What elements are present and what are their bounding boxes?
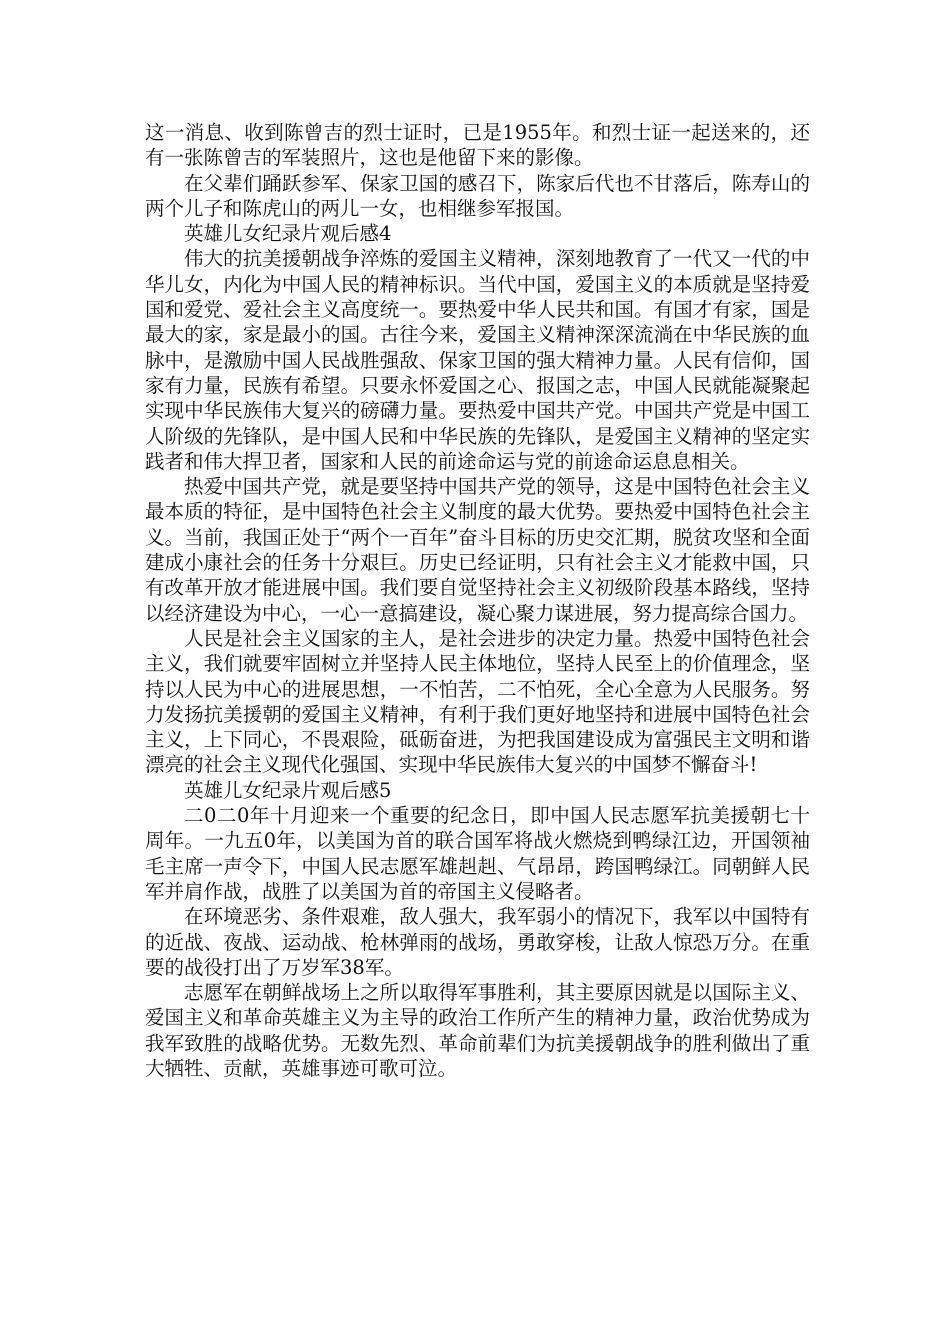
paragraph: 热爱中国共产党，就是要坚持中国共产党的领导，这是中国特色社会主义最本质的特征，是中国特色社会主义制度的最大优势。要热爱中国特色社会主义。当前，我国正处于“两个一百年”奋斗目标的历史交汇期，脱贫攻坚和全面建成小康社会的任务十分艰巨。历史已经证明，只有社会主义才能救中国，只有改革开放才能进展中国。我们要自觉坚持社会主义初级阶段基本路线，坚持以经济建设为中心，一心一意搞建设，凝心聚力谋进展，努力提高综合国力。 bbox=[145, 475, 810, 625]
section-heading: 英雄儿女纪录片观后感5 bbox=[184, 778, 392, 802]
paragraph: 在父辈们踊跃参军、保家卫国的感召下，陈家后代也不甘落后，陈寿山的两个儿子和陈虎山的两儿一女，也相继参军报国。 bbox=[145, 171, 810, 220]
paragraph: 二0二0年十月迎来一个重要的纪念日，即中国人民志愿军抗美援朝七十周年。一九五0年，以美国为首的联合国军将战火燃烧到鸭绿江边，开国领袖毛主席一声令下，中国人民志愿军雄赳赳、气昂昂，跨国鸭绿江。同朝鲜人民军并肩作战，战胜了以美国为首的帝国主义侵略者。 bbox=[145, 804, 810, 903]
paragraph: 人民是社会主义国家的主人，是社会进步的决定力量。热爱中国特色社会主义，我们就要牢固树立并坚持人民主体地位，坚持人民至上的价值理念，坚持以人民为中心的进展思想，一不怕苦，二不怕死，全心全意为人民服务。努力发扬抗美援朝的爱国主义精神，有利于我们更好地坚持和进展中国特色社会主义，上下同心，不畏艰险，砥砺奋进，为把我国建设成为富强民主文明和谐漂亮的社会主义现代化强国、实现中华民族伟大复兴的中国梦不懈奋斗! bbox=[145, 626, 810, 777]
paragraph: 志愿军在朝鲜战场上之所以取得军事胜利，其主要原因就是以国际主义、爱国主义和革命英雄主义为主导的政治工作所产生的精神力量，政治优势成为我军致胜的战略优势。无数先烈、革命前辈们为抗美援朝战争的胜利做出了重大牺牲、贡献，英雄事迹可歌可泣。 bbox=[145, 981, 810, 1080]
section-heading: 英雄儿女纪录片观后感4 bbox=[184, 222, 392, 246]
paragraph: 伟大的抗美援朝战争淬炼的爱国主义精神，深刻地教育了一代又一代的中华儿女，内化为中国人民的精神标识。当代中国，爱国主义的本质就是坚持爱国和爱党、爱社会主义高度统一。要热爱中华人民共和国。有国才有家，国是最大的家，家是最小的国。古往今来，爱国主义精神深深流淌在中华民族的血脉中，是激励中国人民战胜强敌、保家卫国的强大精神力量。人民有信仰，国家有力量，民族有希望。只要永怀爱国之心、报国之志，中国人民就能凝聚起实现中华民族伟大复兴的磅礴力量。要热爱中国共产党。中国共产党是中国工人阶级的先锋队，是中国人民和中华民族的先锋队，是爱国主义精神的坚定实践者和伟大捍卫者，国家和人民的前途命运与党的前途命运息息相关。 bbox=[145, 247, 810, 473]
paragraph: 这一消息、收到陈曾吉的烈士证时，已是1955年。和烈士证一起送来的，还有一张陈曾吉的军装照片，这也是他留下来的影像。 bbox=[145, 121, 810, 170]
document-body bbox=[145, 120, 810, 1081]
paragraph: 在环境恶劣、条件艰难，敌人强大，我军弱小的情况下，我军以中国特有的近战、夜战、运动战、枪林弹雨的战场，勇敢穿梭，让敌人惊恐万分。在重要的战役打出了万岁军38军。 bbox=[145, 905, 810, 979]
